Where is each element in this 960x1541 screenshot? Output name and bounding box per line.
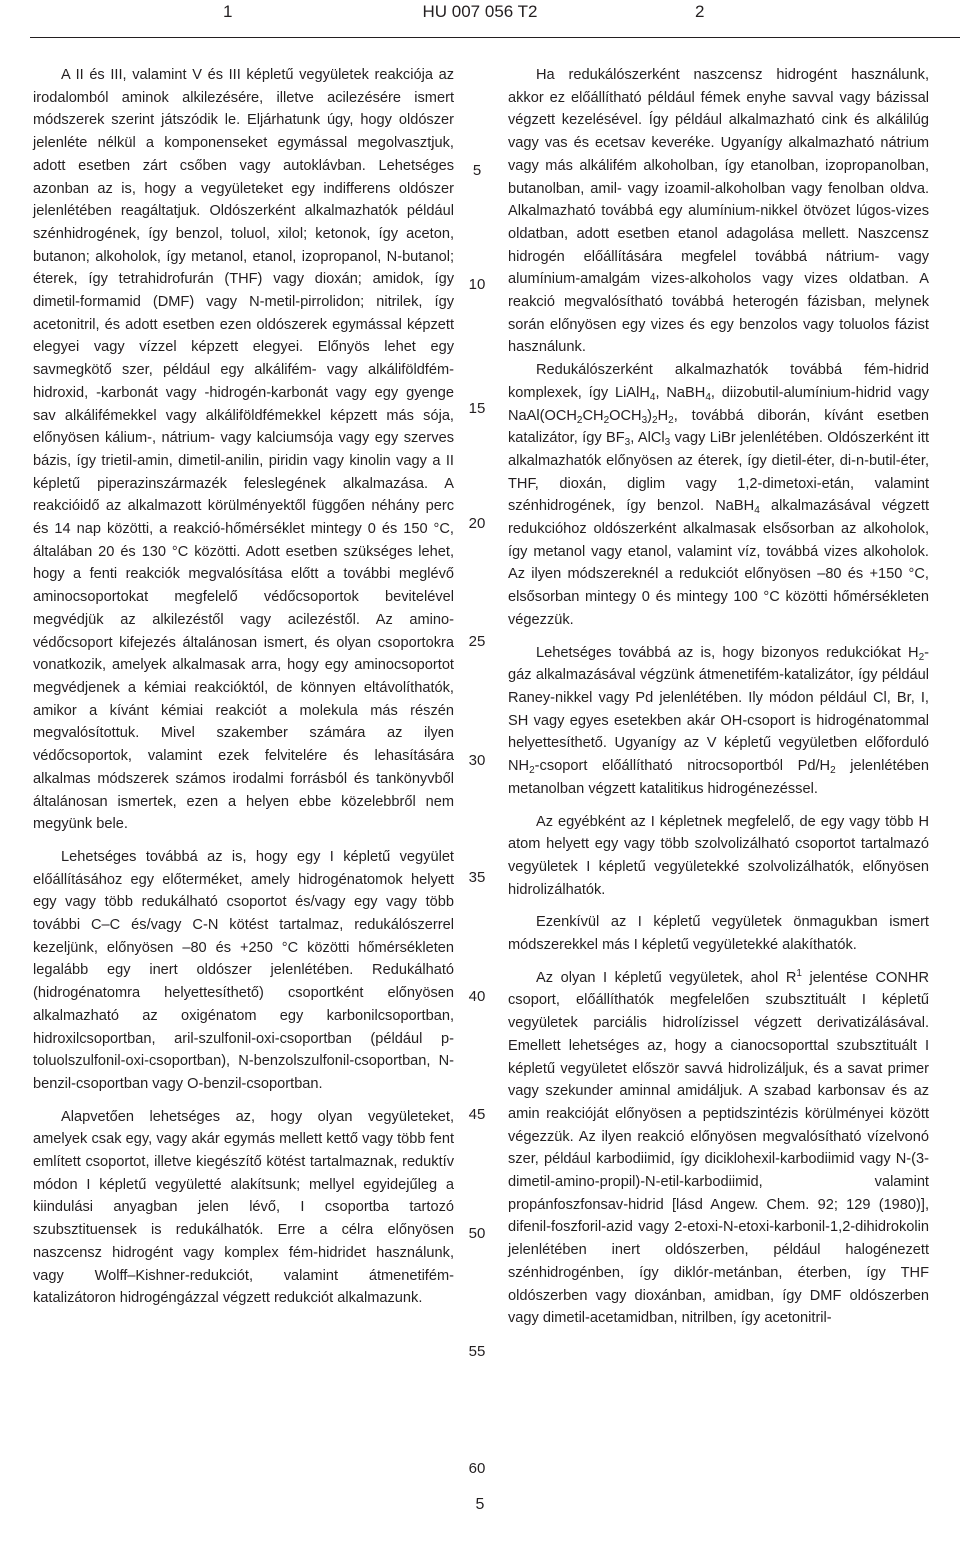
left-column (33, 64, 454, 1310)
right-column (508, 64, 929, 1330)
line-number: 55 (468, 1343, 486, 1360)
footer-page-number: 5 (475, 1496, 485, 1513)
right-paragraph-3: Lehetséges továbbá az is, hogy bizonyos redukciókat $H_2$-gáz alkalmazásával végzünk átmenetifém-katalizátor, így például Raney-nikkel vagy Pd jelenlétében. Ily módon például Cl, Br, I, SH vagy egyes esetekben akár OH-csoport is hidrogénatommal helyettesíthető. Ugyanígy az V képletű vegyületben előforduló $NH_2$-csoport előállítható nitrocsoportból $Pd/H_2$ jelenlétében metanolban végzett katalitikus hidrogénezéssel. (508, 644, 929, 797)
line-number: 5 (472, 162, 482, 179)
right-page-number: 2 (695, 2, 705, 21)
left-page-number: 1 (223, 2, 233, 21)
left-paragraph-3: Alapvetően lehetséges az, hogy olyan vegyületeket, amelyek csak egy, vagy akár egymás mellett kettő vagy több fent említett csoportot, illetve kiegészítő kötést tartalmaznak, reduktív módon I képletű vegyületté alakítsunk; mellyel egyidejűleg a kiindulási anyagban jelen lévő, I csoportba tartozó szubsztituensek is redukálhatók. Erre a célra előnyösen naszcensz hidrogént vagy komplex fém-hidridet használunk, vagy Wolff–Kishner-redukciót, valamint átmenetifém-katalizátoron hidrogéngázzal végzett redukciót alkalmazunk. (33, 1108, 454, 1307)
line-number: 25 (468, 633, 486, 650)
line-number: 60 (468, 1460, 486, 1477)
patent-number: HU 007 056 T2 (422, 2, 538, 21)
line-number: 10 (468, 276, 486, 293)
line-number: 35 (468, 869, 486, 886)
line-number: 50 (468, 1225, 486, 1242)
line-number: 40 (468, 988, 486, 1005)
right-paragraph-1: Ha redukálószerként naszcensz hidrogént használunk, akkor ez előállítható például fémek enyhe savval vagy bázissal végzett kezelésével. Így például alkalmazható cink és alkálilúg vagy vas és ecetsav keveréke. Ugyanígy alkalmazható nátrium vagy más alkálifém alkoholban, így etanolban, izopropanolban, butanolban, amil- vagy izoamil-alkoholban vagy fenolban oldva. Alkalmazható továbbá egy alumínium-nikkel ötvözet lúgos-vizes oldatban, adott esetben etanol adagolása mellett. Naszcensz hidrogén előállítására megfelel továbbá nátrium- vagy alumínium-amalgám vizes-alkoholos vagy vizes oldatban. A reakció megvalósítható továbbá heterogén fázisban, melynek során előnyösen egy vizes és egy benzolos vagy toluolos fázist használunk. (508, 67, 929, 356)
line-number: 30 (468, 752, 486, 769)
right-paragraph-4: Az egyébként az I képletnek megfelelő, de egy vagy több H atom helyett egy vagy több szolvolizálható csoportot tartalmazó vegyületek I képletű vegyületekké szolvolizálhatók, előnyösen hidrolizálhatók. (508, 813, 929, 898)
line-number: 20 (468, 515, 486, 532)
right-paragraph-5: Ezenkívül az I képletű vegyületek önmagukban ismert módszerekkel más I képletű vegyületekké alakíthatók. (508, 914, 929, 954)
right-paragraph-6: Az olyan I képletű vegyületek, ahol $R^1$ jelentése CONHR csoport, előállíthatók megfelelően szubsztituált I képletű vegyületek parciális hidrolízissel végzett derivatizálásával. Emellett lehetséges az, hogy a cianocsoporttal szubsztituált I képletű vegyületet először savvá hidrolizáljuk, és a savat primer vagy szekunder aminnal amidáljuk. A szabad karbonsav és az amin reakcióját előnyösen a peptidszintézis körülményei között végezzük. Az ilyen reakció előnyösen megvalósítható vízelvonó szer, például karbodiimid, így diciklohexil-karbodiimid vagy N-(3-dimetil-amino-propil)-N-etil-karbodiimid, valamint propánfoszfonsav-hidrid [lásd Angew. Chem. 92; 129 (1980)], difenil-foszforil-azid vagy 2-etoxi-N-etoxi-karbonil-1,2-dihidrokolin jelenlétében inert oldószerben, például halogénezett szénhidrogénben, így diklór-metánban, éterben, így THF oldószerben vagy dioxánban, amidban, így DMF oldószerben vagy dimetil-acetamidban, nitrilben, így acetonitril- (508, 967, 929, 1327)
left-paragraph-2: Lehetséges továbbá az is, hogy egy I képletű vegyület előállításához egy előterméket, amely hidrogénatomok helyett egy vagy több redukálható csoportot és/vagy egy vagy több további C–C és/vagy C-N kötést tartalmaz, redukálószerrel kezeljünk, előnyösen –80 és +250 °C közötti hőmérsékleten legalább egy inert oldószer jelenlétében. Redukálható (hidrogénatomra helyettesíthető) csoportként előnyösen alkalmazható az oxigénatom egy karbonilcsoportban, hidroxilcsoportban, aril-szulfonil-oxi-csoportban (például p-toluolszulfonil-oxi-csoportban), N-benzolszulfonil-csoportban, N-benzil-csoportban vagy O-benzil-csoportban. (33, 848, 454, 1092)
line-number: 15 (468, 400, 486, 417)
line-number: 45 (468, 1106, 486, 1123)
left-paragraph-1: A II és III, valamint V és III képletű vegyületek reakciója az irodalomból aminok alkilezésére, illetve acilezésére ismert módszerek szerint játszódik le. Eljárhatunk úgy, hogy oldószer jelenléte nélkül a komponenseket egymással megolvasztjuk, adott esetben zárt csőben vagy autoklávban. Lehetséges azonban az is, hogy a vegyületeket egy indifferens oldószer jelenlétében reagáltatjuk. Oldószerként alkalmazhatók például szénhidrogének, így benzol, toluol, xilol; ketonok, így aceton, butanon; alkoholok, így metanol, etanol, izopropanol, N-butanol; éterek, így tetrahidrofurán (THF) vagy dioxán; amidok, így dimetil-formamid (DMF) vagy N-metil-pirrolidon; nitrilek, így acetonitril, és adott esetben ezen oldószerek egymással képzett elegyei vagy vízzel képzett elegyei. Előnyös lehet egy savmegkötő szer, például egy alkálifém- vagy alkáliföldfém-hidroxid, -karbonát vagy -hidrogén-karbonát vagy egy gyenge sav alkálifémekkel vagy alkáliföldfémekkel képzett más sója, előnyösen kálium-, nátrium- vagy kalciumsója vagy egy szerves bázis, így trietil-amin, dimetil-anilin, piridin vagy kinolin vagy a II képletű piperazinszármazék feleslegének alkalmazása. A reakcióidő az alkalmazott körülményektől függően néhány perc és 14 nap közötti, a reakció-hőmérséklet mintegy 0 és 150 °C, általában 20 és 130 °C közötti. Adott esetben szükséges lehet, hogy a fenti reakciók megvalósítása előtt a további meglévő aminocsoportokat megfelelő védőcsoportok bevitelével megvédjük az alkilezéstől vagy acilezéstől. Az amino-védőcsoport kifejezés általánosan ismert, és olyan csoportokra vonatkozik, amelyek alkalmasak arra, hogy egy aminocsoportot megvédjenek a kémiai reakcióktól, de könnyen eltávolíthatók, amikor a kívánt kémiai reakciót a molekula más részén megvalósítottuk. Mivel szakember számára az ilyen védőcsoportok, valamint ezek felvitelére és lehasítására alkalmas módszerek számos irodalmi forrásból és tankönyvből általánosan ismertek, ezen a helyen ebbe közelebbről nem megyünk bele. (33, 67, 454, 833)
right-paragraph-2: Redukálószerként alkalmazhatók továbbá fém-hidrid komplexek, így LiAlH$_4$, NaBH$_4$, diizobutil-alumínium-hidrid vagy $NaAl(OCH_2CH_2OCH_3)_2H_2$, továbbá diborán, kívánt esetben katalizátor, így $BF_3$, AlCl$_3$ vagy LiBr jelenlétében. Oldószerként itt alkalmazhatók előnyösen az éterek, így dietil-éter, di-n-butil-éter, THF, dioxán, diglim vagy 1,2-dimetoxi-etán, valamint szénhidrogének, így benzol. NaBH$_4$ alkalmazásával végzett redukcióhoz oldószerként alkalmasak elsősorban az alkoholok, így metanol vagy etanol, valamint víz, továbbá vizes alkoholok. Az ilyen módszereknél a redukciót előnyösen –80 és +150 °C, elsősorban mintegy 0 és mintegy 100 °C közötti hőmérsékleten végezzük. (508, 362, 930, 628)
header-rule (30, 37, 960, 38)
